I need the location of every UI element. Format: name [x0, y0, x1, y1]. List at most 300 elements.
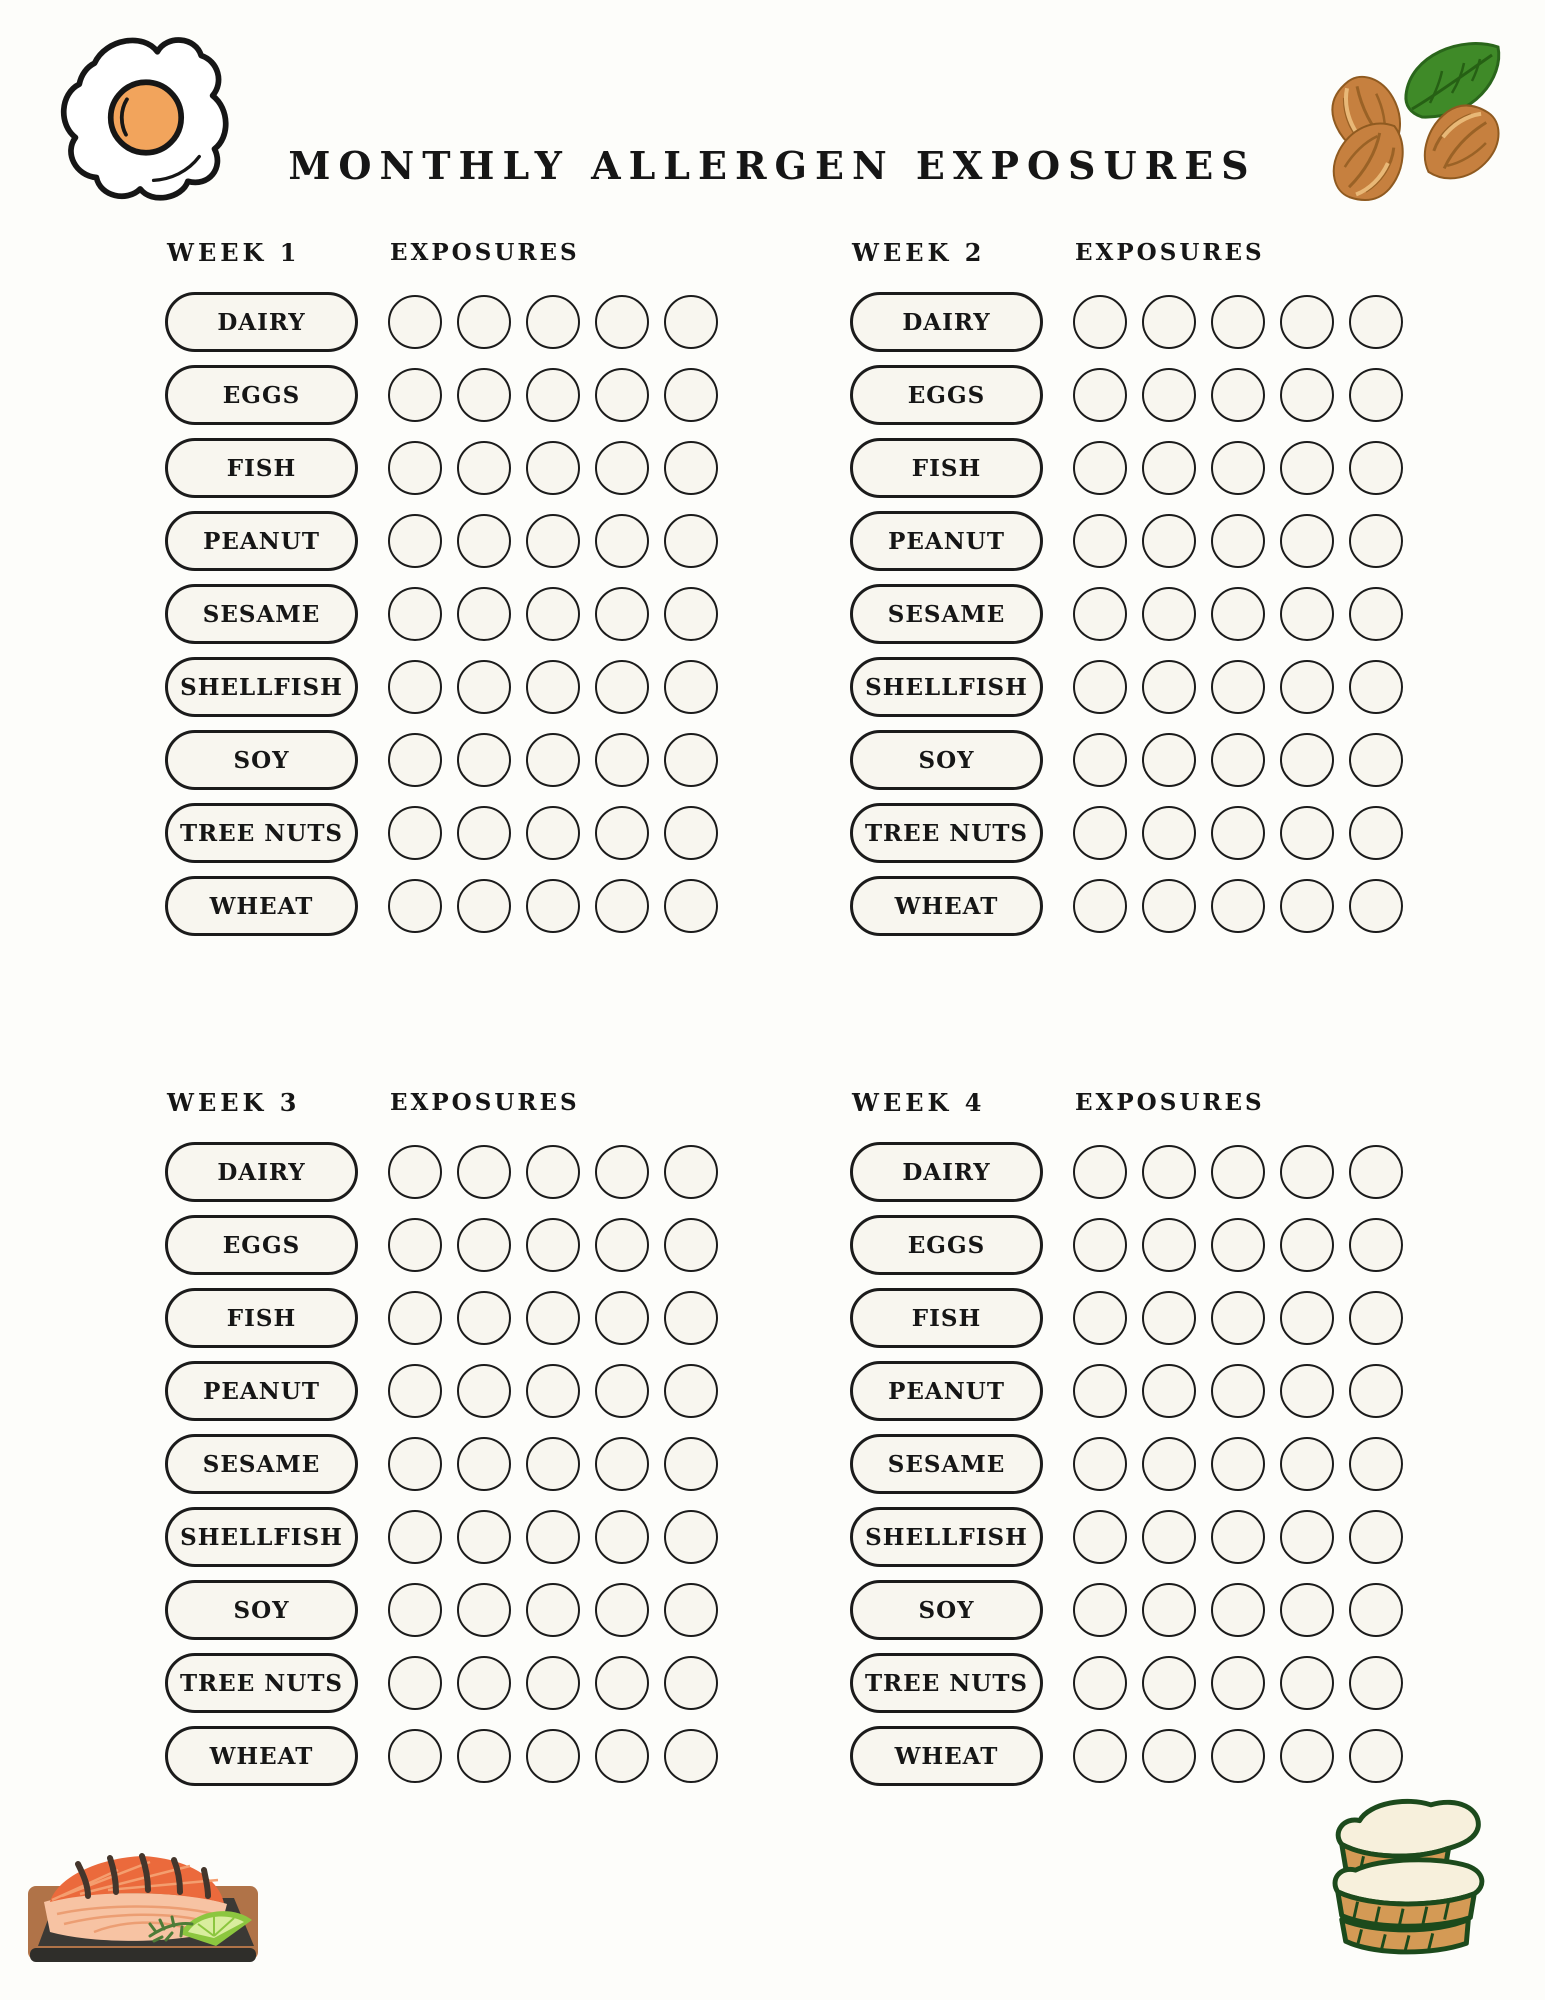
- exposure-circle[interactable]: [1211, 879, 1265, 933]
- exposure-circle[interactable]: [664, 1291, 718, 1345]
- exposure-circle[interactable]: [1211, 1729, 1265, 1783]
- almonds-icon: [1318, 33, 1518, 205]
- exposure-circle[interactable]: [1142, 806, 1196, 860]
- exposure-circle[interactable]: [1073, 1510, 1127, 1564]
- exposure-circle[interactable]: [1211, 295, 1265, 349]
- exposure-circle[interactable]: [1211, 733, 1265, 787]
- allergen-pill-sesame: SESAME: [165, 584, 358, 644]
- allergen-pill-tree-nuts: TREE NUTS: [850, 1653, 1043, 1713]
- exposure-circle[interactable]: [595, 1291, 649, 1345]
- exposure-circle[interactable]: [664, 1510, 718, 1564]
- exposure-circle[interactable]: [595, 368, 649, 422]
- exposure-circles: [1073, 1656, 1403, 1710]
- exposure-circles: [388, 660, 718, 714]
- allergen-pill-fish: FISH: [850, 1288, 1043, 1348]
- exposure-circles: [1073, 441, 1403, 495]
- exposure-circle[interactable]: [1211, 1364, 1265, 1418]
- exposure-circle[interactable]: [595, 1656, 649, 1710]
- exposure-circle[interactable]: [1073, 1437, 1127, 1491]
- allergen-row-dairy: [165, 1142, 730, 1202]
- exposure-circle[interactable]: [1073, 1364, 1127, 1418]
- exposure-circle[interactable]: [526, 295, 580, 349]
- exposure-circle[interactable]: [1349, 660, 1403, 714]
- exposure-circles: [388, 733, 718, 787]
- exposure-circle[interactable]: [388, 1583, 442, 1637]
- allergen-row-wheat: [850, 1726, 1415, 1786]
- allergen-row-sesame: [850, 584, 1415, 644]
- exposure-circles: [1073, 1145, 1403, 1199]
- allergen-pill-tree-nuts: TREE NUTS: [165, 1653, 358, 1713]
- exposure-circle[interactable]: [526, 1510, 580, 1564]
- exposure-circle[interactable]: [457, 1364, 511, 1418]
- exposure-circles: [388, 1218, 718, 1272]
- exposure-circle[interactable]: [526, 441, 580, 495]
- exposure-circle[interactable]: [526, 1218, 580, 1272]
- exposure-circle[interactable]: [1211, 1656, 1265, 1710]
- exposure-circle[interactable]: [1349, 587, 1403, 641]
- allergen-row-tree-nuts: [165, 1653, 730, 1713]
- exposure-circle[interactable]: [595, 879, 649, 933]
- exposure-circle[interactable]: [1349, 1729, 1403, 1783]
- exposure-circle[interactable]: [388, 368, 442, 422]
- exposure-circle[interactable]: [526, 1364, 580, 1418]
- exposure-circle[interactable]: [664, 1583, 718, 1637]
- exposure-circle[interactable]: [1142, 368, 1196, 422]
- exposure-circle[interactable]: [595, 1364, 649, 1418]
- exposure-circle[interactable]: [595, 1218, 649, 1272]
- exposure-circle[interactable]: [664, 587, 718, 641]
- exposure-circle[interactable]: [1142, 1656, 1196, 1710]
- exposure-circle[interactable]: [1349, 441, 1403, 495]
- section-header: [165, 1088, 730, 1118]
- exposure-circle[interactable]: [595, 806, 649, 860]
- allergen-row-eggs: [850, 365, 1415, 425]
- allergen-pill-peanut: PEANUT: [850, 511, 1043, 571]
- exposure-circle[interactable]: [388, 295, 442, 349]
- exposure-circle[interactable]: [526, 733, 580, 787]
- exposure-circle[interactable]: [1142, 1510, 1196, 1564]
- week-section-3: [165, 1088, 730, 1786]
- exposure-circle[interactable]: [388, 441, 442, 495]
- allergen-row-peanut: [165, 1361, 730, 1421]
- exposure-circle[interactable]: [1073, 1218, 1127, 1272]
- exposure-circle[interactable]: [388, 514, 442, 568]
- exposure-circle[interactable]: [1349, 1437, 1403, 1491]
- allergen-row-eggs: [165, 365, 730, 425]
- exposure-circle[interactable]: [388, 1145, 442, 1199]
- grilled-salmon-icon: [22, 1832, 267, 1974]
- exposure-circles: [1073, 295, 1403, 349]
- exposure-circle[interactable]: [595, 733, 649, 787]
- exposure-circle[interactable]: [1280, 879, 1334, 933]
- exposure-circle[interactable]: [664, 1437, 718, 1491]
- exposure-circles: [388, 368, 718, 422]
- exposures-label: EXPOSURES: [390, 239, 580, 266]
- exposure-circle[interactable]: [664, 1656, 718, 1710]
- exposure-circle[interactable]: [526, 1656, 580, 1710]
- exposure-circle[interactable]: [526, 879, 580, 933]
- exposure-circle[interactable]: [595, 295, 649, 349]
- exposure-circle[interactable]: [457, 879, 511, 933]
- exposure-circle[interactable]: [664, 514, 718, 568]
- exposure-circles: [388, 1291, 718, 1345]
- allergen-row-soy: [850, 730, 1415, 790]
- exposure-circle[interactable]: [388, 1364, 442, 1418]
- allergen-pill-soy: SOY: [165, 1580, 358, 1640]
- exposure-circle[interactable]: [526, 368, 580, 422]
- week-section-1: [165, 238, 730, 936]
- exposure-circle[interactable]: [1349, 368, 1403, 422]
- exposure-circle[interactable]: [1280, 1583, 1334, 1637]
- exposure-circle[interactable]: [1280, 1437, 1334, 1491]
- exposure-circles: [1073, 1583, 1403, 1637]
- week-label: WEEK 1: [167, 238, 301, 267]
- exposure-circle[interactable]: [1211, 1145, 1265, 1199]
- exposure-circle[interactable]: [457, 441, 511, 495]
- allergen-pill-dairy: DAIRY: [850, 292, 1043, 352]
- exposure-circle[interactable]: [664, 1364, 718, 1418]
- exposure-circle[interactable]: [664, 879, 718, 933]
- allergen-pill-soy: SOY: [850, 730, 1043, 790]
- exposure-circle[interactable]: [1142, 1437, 1196, 1491]
- exposure-circle[interactable]: [664, 733, 718, 787]
- exposures-label: EXPOSURES: [1075, 1089, 1265, 1116]
- exposure-circle[interactable]: [1280, 1364, 1334, 1418]
- allergen-pill-peanut: PEANUT: [850, 1361, 1043, 1421]
- exposure-circles: [388, 806, 718, 860]
- exposure-circle[interactable]: [526, 1291, 580, 1345]
- allergen-rows: [850, 1142, 1415, 1786]
- exposure-circle[interactable]: [457, 660, 511, 714]
- allergen-row-fish: [850, 438, 1415, 498]
- exposure-circle[interactable]: [1349, 295, 1403, 349]
- exposure-circle[interactable]: [457, 1218, 511, 1272]
- page-title: MONTHLY ALLERGEN EXPOSURES: [288, 143, 1257, 189]
- allergen-row-soy: [165, 1580, 730, 1640]
- exposure-circle[interactable]: [595, 1583, 649, 1637]
- exposure-circle[interactable]: [1349, 806, 1403, 860]
- exposure-circle[interactable]: [1280, 1510, 1334, 1564]
- allergen-pill-eggs: EGGS: [850, 365, 1043, 425]
- exposure-circle[interactable]: [595, 660, 649, 714]
- exposure-circle[interactable]: [1280, 514, 1334, 568]
- exposure-circle[interactable]: [1142, 514, 1196, 568]
- exposure-circle[interactable]: [1280, 1656, 1334, 1710]
- exposure-circles: [1073, 806, 1403, 860]
- exposure-circle[interactable]: [1211, 1437, 1265, 1491]
- exposure-circle[interactable]: [526, 1583, 580, 1637]
- section-header: [850, 1088, 1415, 1118]
- exposure-circle[interactable]: [526, 1145, 580, 1199]
- exposure-circle[interactable]: [1349, 1364, 1403, 1418]
- exposure-circle[interactable]: [595, 587, 649, 641]
- exposure-circles: [388, 587, 718, 641]
- exposure-circle[interactable]: [388, 1437, 442, 1491]
- exposure-circle[interactable]: [1349, 1510, 1403, 1564]
- exposure-circle[interactable]: [1142, 733, 1196, 787]
- exposure-circle[interactable]: [595, 1437, 649, 1491]
- exposure-circles: [1073, 879, 1403, 933]
- allergen-pill-wheat: WHEAT: [165, 876, 358, 936]
- exposure-circle[interactable]: [1142, 1583, 1196, 1637]
- exposure-circle[interactable]: [1349, 1218, 1403, 1272]
- exposure-circle[interactable]: [388, 587, 442, 641]
- allergen-pill-fish: FISH: [850, 438, 1043, 498]
- exposure-circle[interactable]: [526, 514, 580, 568]
- week-label: WEEK 4: [852, 1088, 986, 1117]
- allergen-row-tree-nuts: [165, 803, 730, 863]
- exposure-circle[interactable]: [664, 660, 718, 714]
- exposure-circle[interactable]: [1349, 879, 1403, 933]
- allergen-pill-tree-nuts: TREE NUTS: [850, 803, 1043, 863]
- exposure-circles: [388, 441, 718, 495]
- exposure-circle[interactable]: [664, 295, 718, 349]
- allergen-row-soy: [850, 1580, 1415, 1640]
- exposure-circle[interactable]: [388, 733, 442, 787]
- exposure-circle[interactable]: [1073, 733, 1127, 787]
- week-label: WEEK 2: [852, 238, 986, 267]
- exposure-circle[interactable]: [1211, 806, 1265, 860]
- exposure-circle[interactable]: [1142, 1291, 1196, 1345]
- exposure-circles: [388, 1364, 718, 1418]
- allergen-pill-wheat: WHEAT: [850, 876, 1043, 936]
- exposure-circle[interactable]: [1280, 1729, 1334, 1783]
- allergen-pill-shellfish: SHELLFISH: [850, 1507, 1043, 1567]
- allergen-pill-soy: SOY: [165, 730, 358, 790]
- exposure-circle[interactable]: [1349, 1583, 1403, 1637]
- exposure-circle[interactable]: [1280, 587, 1334, 641]
- exposure-circle[interactable]: [457, 1437, 511, 1491]
- exposure-circles: [1073, 1510, 1403, 1564]
- allergen-row-tree-nuts: [850, 803, 1415, 863]
- allergen-pill-sesame: SESAME: [850, 584, 1043, 644]
- exposure-circle[interactable]: [388, 1291, 442, 1345]
- exposure-circle[interactable]: [664, 368, 718, 422]
- exposure-circle[interactable]: [1349, 733, 1403, 787]
- allergen-pill-peanut: PEANUT: [165, 511, 358, 571]
- allergen-row-shellfish: [165, 1507, 730, 1567]
- exposure-circle[interactable]: [595, 441, 649, 495]
- allergen-row-wheat: [850, 876, 1415, 936]
- exposure-circle[interactable]: [1280, 295, 1334, 349]
- allergen-row-shellfish: [850, 1507, 1415, 1567]
- exposure-circle[interactable]: [1280, 441, 1334, 495]
- exposure-circle[interactable]: [1073, 806, 1127, 860]
- exposure-circle[interactable]: [526, 587, 580, 641]
- exposure-circle[interactable]: [1211, 1218, 1265, 1272]
- exposure-circle[interactable]: [1073, 660, 1127, 714]
- exposure-circles: [388, 514, 718, 568]
- exposure-circle[interactable]: [595, 1729, 649, 1783]
- exposure-circles: [388, 1729, 718, 1783]
- allergen-row-tree-nuts: [850, 1653, 1415, 1713]
- exposure-circle[interactable]: [457, 368, 511, 422]
- exposure-circles: [388, 1437, 718, 1491]
- allergen-row-sesame: [165, 584, 730, 644]
- allergen-row-dairy: [165, 292, 730, 352]
- exposure-circle[interactable]: [1073, 587, 1127, 641]
- exposure-circles: [1073, 1437, 1403, 1491]
- exposures-label: EXPOSURES: [390, 1089, 580, 1116]
- fried-egg-icon: [45, 25, 245, 210]
- allergen-row-sesame: [850, 1434, 1415, 1494]
- exposure-circle[interactable]: [526, 660, 580, 714]
- exposure-circle[interactable]: [1073, 1729, 1127, 1783]
- exposure-circle[interactable]: [1142, 879, 1196, 933]
- exposure-circle[interactable]: [1211, 1583, 1265, 1637]
- allergen-pill-sesame: SESAME: [165, 1434, 358, 1494]
- exposure-circle[interactable]: [1142, 1218, 1196, 1272]
- exposure-circles: [388, 1656, 718, 1710]
- exposure-circle[interactable]: [1073, 1656, 1127, 1710]
- exposure-circle[interactable]: [1280, 368, 1334, 422]
- exposure-circles: [1073, 587, 1403, 641]
- exposure-circle[interactable]: [457, 733, 511, 787]
- exposure-circle[interactable]: [1349, 1145, 1403, 1199]
- allergen-row-soy: [165, 730, 730, 790]
- allergen-rows: [165, 292, 730, 936]
- exposure-circles: [1073, 1729, 1403, 1783]
- exposure-circle[interactable]: [1280, 1291, 1334, 1345]
- exposure-circle[interactable]: [388, 660, 442, 714]
- allergen-row-shellfish: [165, 657, 730, 717]
- exposure-circle[interactable]: [457, 514, 511, 568]
- exposure-circles: [388, 295, 718, 349]
- exposure-circle[interactable]: [1073, 295, 1127, 349]
- section-header: [165, 238, 730, 268]
- exposure-circle[interactable]: [388, 1510, 442, 1564]
- exposure-circle[interactable]: [388, 879, 442, 933]
- exposure-circle[interactable]: [388, 806, 442, 860]
- allergen-pill-wheat: WHEAT: [165, 1726, 358, 1786]
- allergen-row-wheat: [165, 1726, 730, 1786]
- exposure-circle[interactable]: [1073, 1145, 1127, 1199]
- allergen-row-eggs: [850, 1215, 1415, 1275]
- allergen-pill-peanut: PEANUT: [165, 1361, 358, 1421]
- allergen-row-wheat: [165, 876, 730, 936]
- exposure-circle[interactable]: [1211, 1510, 1265, 1564]
- exposure-circle[interactable]: [526, 806, 580, 860]
- exposure-circle[interactable]: [457, 295, 511, 349]
- exposure-circle[interactable]: [457, 1291, 511, 1345]
- exposure-circle[interactable]: [1073, 368, 1127, 422]
- exposure-circle[interactable]: [457, 1583, 511, 1637]
- exposure-circle[interactable]: [457, 806, 511, 860]
- exposure-circle[interactable]: [457, 1510, 511, 1564]
- exposure-circle[interactable]: [1142, 1364, 1196, 1418]
- exposure-circle[interactable]: [664, 1145, 718, 1199]
- exposure-circle[interactable]: [1211, 660, 1265, 714]
- allergen-pill-fish: FISH: [165, 1288, 358, 1348]
- allergen-row-eggs: [165, 1215, 730, 1275]
- exposure-circle[interactable]: [388, 1729, 442, 1783]
- exposure-circles: [1073, 514, 1403, 568]
- allergen-row-sesame: [165, 1434, 730, 1494]
- exposure-circle[interactable]: [1349, 1656, 1403, 1710]
- week-section-4: [850, 1088, 1415, 1786]
- allergen-pill-soy: SOY: [850, 1580, 1043, 1640]
- exposure-circle[interactable]: [595, 514, 649, 568]
- bread-slices-icon: [1320, 1786, 1498, 1971]
- exposure-circles: [388, 1510, 718, 1564]
- exposure-circle[interactable]: [1280, 733, 1334, 787]
- exposure-circle[interactable]: [457, 1656, 511, 1710]
- exposure-circle[interactable]: [1211, 368, 1265, 422]
- exposure-circle[interactable]: [1280, 1145, 1334, 1199]
- allergen-row-dairy: [850, 1142, 1415, 1202]
- exposure-circle[interactable]: [1211, 587, 1265, 641]
- allergen-row-fish: [165, 438, 730, 498]
- allergen-row-peanut: [165, 511, 730, 571]
- exposure-circle[interactable]: [595, 1145, 649, 1199]
- section-header: [850, 238, 1415, 268]
- exposure-circles: [388, 1583, 718, 1637]
- exposure-circle[interactable]: [457, 1729, 511, 1783]
- exposure-circle[interactable]: [1142, 295, 1196, 349]
- allergen-pill-dairy: DAIRY: [165, 292, 358, 352]
- allergen-rows: [165, 1142, 730, 1786]
- exposure-circle[interactable]: [1142, 660, 1196, 714]
- exposure-circle[interactable]: [1280, 1218, 1334, 1272]
- exposure-circle[interactable]: [1142, 1145, 1196, 1199]
- exposure-circle[interactable]: [1073, 1583, 1127, 1637]
- exposure-circle[interactable]: [457, 587, 511, 641]
- exposure-circle[interactable]: [1073, 441, 1127, 495]
- allergen-pill-wheat: WHEAT: [850, 1726, 1043, 1786]
- allergen-row-peanut: [850, 511, 1415, 571]
- exposure-circles: [388, 879, 718, 933]
- exposure-circle[interactable]: [595, 1510, 649, 1564]
- exposure-circle[interactable]: [1073, 514, 1127, 568]
- allergen-pill-tree-nuts: TREE NUTS: [165, 803, 358, 863]
- exposure-circle[interactable]: [664, 1218, 718, 1272]
- exposure-circles: [1073, 368, 1403, 422]
- week-label: WEEK 3: [167, 1088, 301, 1117]
- exposure-circle[interactable]: [1073, 879, 1127, 933]
- exposure-circle[interactable]: [457, 1145, 511, 1199]
- week-section-2: [850, 238, 1415, 936]
- exposure-circles: [1073, 1218, 1403, 1272]
- allergen-row-peanut: [850, 1361, 1415, 1421]
- exposure-circle[interactable]: [1142, 1729, 1196, 1783]
- exposure-circle[interactable]: [664, 1729, 718, 1783]
- exposure-circle[interactable]: [1142, 441, 1196, 495]
- exposure-circle[interactable]: [1280, 660, 1334, 714]
- allergen-pill-fish: FISH: [165, 438, 358, 498]
- exposure-circle[interactable]: [526, 1729, 580, 1783]
- exposure-circles: [1073, 733, 1403, 787]
- exposure-circle[interactable]: [388, 1218, 442, 1272]
- exposure-circle[interactable]: [1211, 514, 1265, 568]
- exposure-circles: [1073, 660, 1403, 714]
- exposure-circle[interactable]: [1349, 1291, 1403, 1345]
- exposure-circle[interactable]: [1211, 1291, 1265, 1345]
- exposure-circle[interactable]: [1142, 587, 1196, 641]
- exposure-circle[interactable]: [1349, 514, 1403, 568]
- exposure-circle[interactable]: [664, 806, 718, 860]
- exposure-circle[interactable]: [1280, 806, 1334, 860]
- exposure-circle[interactable]: [526, 1437, 580, 1491]
- exposures-label: EXPOSURES: [1075, 239, 1265, 266]
- exposure-circles: [388, 1145, 718, 1199]
- exposure-circle[interactable]: [1073, 1291, 1127, 1345]
- allergen-row-fish: [850, 1288, 1415, 1348]
- exposure-circle[interactable]: [664, 441, 718, 495]
- allergen-pill-eggs: EGGS: [165, 1215, 358, 1275]
- exposure-circle[interactable]: [388, 1656, 442, 1710]
- allergen-pill-shellfish: SHELLFISH: [165, 1507, 358, 1567]
- exposure-circle[interactable]: [1211, 441, 1265, 495]
